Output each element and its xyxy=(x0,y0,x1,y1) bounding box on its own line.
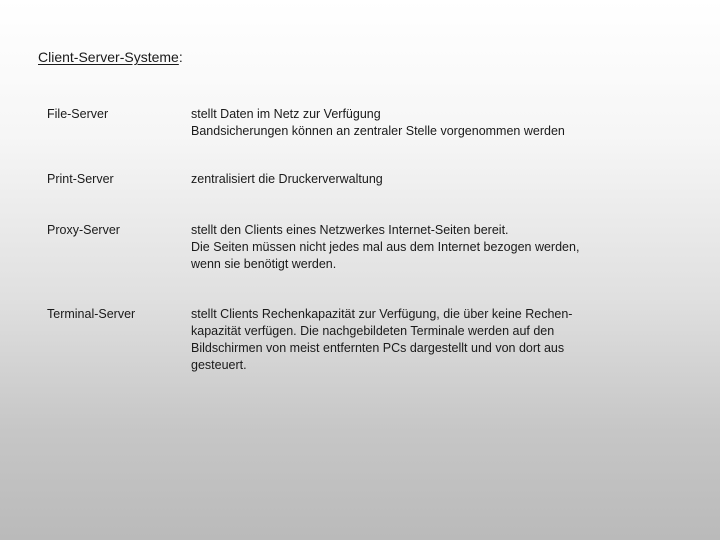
desc-line: gesteuert. xyxy=(191,358,247,372)
server-desc-proxy xyxy=(191,222,637,273)
desc-line: stellt Clients Rechenkapazität zur Verfügung, die über keine Rechen- xyxy=(191,307,573,321)
server-name-file: File-Server xyxy=(47,107,109,121)
desc-line: kapazität verfügen. Die nachgebildeten Terminale werden auf den xyxy=(191,324,555,338)
desc-line: Bildschirmen von meist entfernten PCs dargestellt und von dort aus xyxy=(191,341,565,355)
page-title-text: Client-Server-Systeme xyxy=(38,49,179,65)
desc-line: zentralisiert die Druckerverwaltung xyxy=(191,172,383,186)
page-title xyxy=(38,48,183,66)
server-desc-terminal xyxy=(191,306,637,374)
server-name-terminal: Terminal-Server xyxy=(47,307,136,321)
desc-line: stellt den Clients eines Netzwerkes Internet-Seiten bereit. xyxy=(191,223,509,237)
server-desc-print xyxy=(191,171,637,188)
server-desc-file xyxy=(191,106,637,140)
desc-line: wenn sie benötigt werden. xyxy=(191,257,337,271)
desc-line: Die Seiten müssen nicht jedes mal aus dem Internet bezogen werden, xyxy=(191,240,580,254)
server-name-print: Print-Server xyxy=(47,172,114,186)
server-name-proxy: Proxy-Server xyxy=(47,223,120,237)
page-title-colon: : xyxy=(178,49,183,65)
desc-line: stellt Daten im Netz zur Verfügung xyxy=(191,107,381,121)
desc-line: Bandsicherungen können an zentraler Stelle vorgenommen werden xyxy=(191,124,565,138)
